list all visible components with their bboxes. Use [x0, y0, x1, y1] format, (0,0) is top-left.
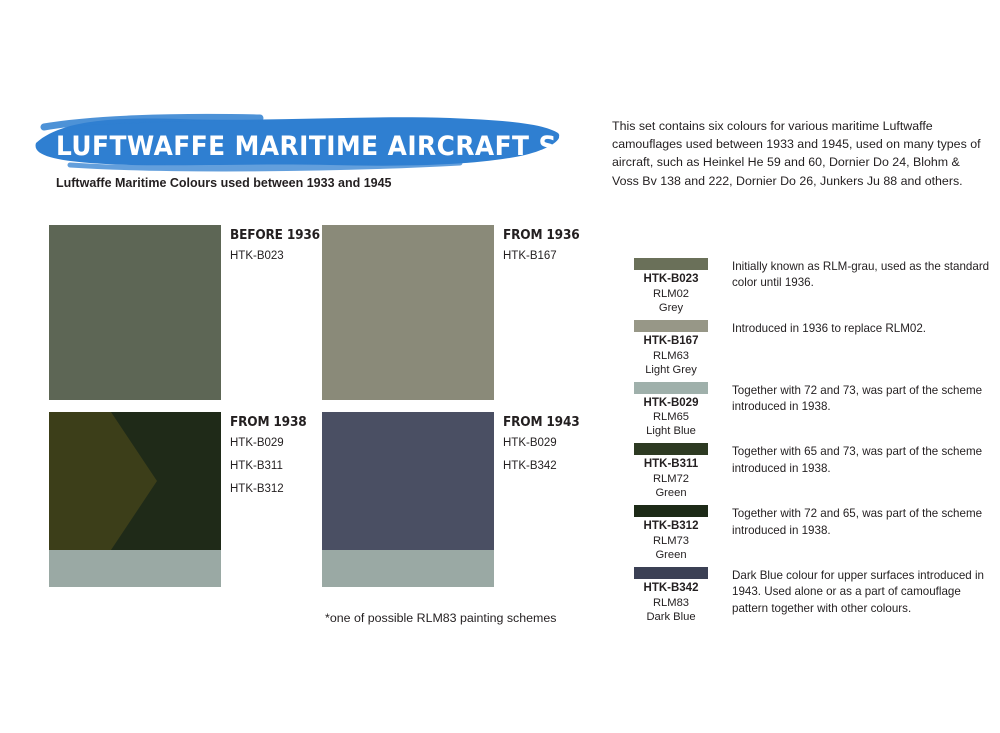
swatch-code: HTK-B029	[230, 437, 284, 449]
legend-swatch-group	[612, 443, 730, 500]
legend-color-name: Green	[655, 487, 687, 500]
swatch-label	[494, 412, 588, 587]
legend-description: Introduced in 1936 to replace RLM02.	[732, 321, 926, 335]
legend-color-chip	[634, 505, 708, 517]
legend-rlm: RLM65	[652, 411, 690, 424]
legend-swatch-group	[612, 382, 730, 439]
legend-color-name: Light Grey	[645, 363, 697, 376]
legend-swatch-group	[612, 567, 730, 624]
swatch-code: HTK-B311	[230, 459, 283, 472]
swatch-cell-before-1936	[49, 225, 320, 400]
legend-swatch-group	[612, 505, 730, 562]
legend-description: Initially known as RLM-grau, used as the standard color until 1936.	[732, 260, 990, 290]
swatch-period: BEFORE 1936	[230, 227, 320, 243]
swatch-label	[221, 412, 315, 587]
page-subtitle: Luftwaffe Maritime Colours used between 1933 and 1945	[56, 176, 392, 190]
legend-code: HTK-B342	[643, 581, 699, 594]
legend-code: HTK-B311	[643, 458, 699, 471]
swatch-row	[49, 225, 582, 400]
legend-swatch-group	[612, 320, 730, 377]
swatch-period: FROM 1943	[503, 414, 580, 430]
swatch-code: HTK-B312	[230, 482, 284, 495]
legend-color-chip	[634, 258, 708, 270]
legend-rlm: RLM02	[652, 287, 690, 300]
legend-color-chip	[634, 567, 708, 579]
swatch-period: FROM 1938	[230, 414, 307, 430]
legend-item	[612, 320, 994, 377]
intro-paragraph: This set contains six colours for various maritime Luftwaffe camouflages used between 1933 and 1945, used on many types of aircraft, such as Heinkel He 59 and 60, Dornier Do 24, Blohm & Voss Bv 138 and 222, Dornier Do 26, Junkers Ju 88 and others.	[612, 119, 981, 188]
legend-color-name: Green	[655, 548, 687, 561]
legend-rlm: RLM83	[652, 596, 690, 609]
legend-item	[612, 505, 994, 562]
swatch-cell-from-1938	[49, 412, 308, 587]
legend-item	[612, 443, 994, 500]
swatch-code: HTK-B342	[503, 459, 557, 472]
swatch-cell-from-1936	[322, 225, 581, 400]
legend-color-name: Light Blue	[646, 425, 696, 438]
swatch-label	[221, 225, 330, 400]
swatch-code: HTK-B023	[230, 250, 284, 262]
swatch-label	[494, 225, 588, 400]
legend-item	[612, 258, 994, 315]
legend-color-chip	[634, 320, 708, 332]
legend-description: Dark Blue colour for upper surfaces introduced in 1943. Used alone or as a part of camouflage pattern together with other colours.	[732, 568, 984, 615]
legend-swatch-group	[612, 258, 730, 315]
legend-rlm: RLM73	[652, 534, 690, 547]
swatch-code: HTK-B167	[503, 250, 557, 262]
color-swatch-block	[49, 225, 221, 400]
legend-rlm: RLM63	[652, 349, 690, 362]
legend-color-name: Grey	[658, 301, 684, 314]
footnote: *one of possible RLM83 painting schemes	[325, 611, 557, 625]
legend-color-name: Dark Blue	[646, 610, 696, 623]
legend-description: Together with 72 and 65, was part of the scheme introduced in 1938.	[732, 507, 983, 537]
legend-description: Together with 72 and 73, was part of the scheme introduced in 1938.	[732, 383, 983, 414]
legend-code: HTK-B312	[643, 520, 699, 533]
legend-list	[612, 258, 994, 629]
page-title: LUFTWAFFE MARITIME AIRCRAFT SET	[56, 131, 592, 162]
swatch-cell-from-1943	[322, 412, 581, 587]
legend-color-chip	[634, 443, 708, 455]
camouflage-pattern	[322, 412, 494, 587]
legend-item	[612, 567, 994, 624]
swatch-code: HTK-B029	[503, 437, 557, 449]
color-swatch-block	[49, 412, 221, 587]
color-swatch-block	[322, 225, 494, 400]
legend-code: HTK-B029	[643, 396, 699, 409]
legend-color-chip	[634, 382, 708, 394]
swatch-row	[49, 412, 582, 587]
legend-rlm: RLM72	[652, 473, 690, 486]
swatch-period: FROM 1936	[503, 227, 580, 243]
camouflage-pattern	[49, 412, 221, 587]
legend-code: HTK-B023	[643, 273, 699, 285]
legend-description: Together with 65 and 73, was part of the scheme introduced in 1938.	[732, 445, 983, 475]
legend-code: HTK-B167	[643, 334, 699, 347]
legend-item	[612, 382, 994, 439]
swatch-grid	[49, 225, 582, 587]
color-swatch-block	[322, 412, 494, 587]
